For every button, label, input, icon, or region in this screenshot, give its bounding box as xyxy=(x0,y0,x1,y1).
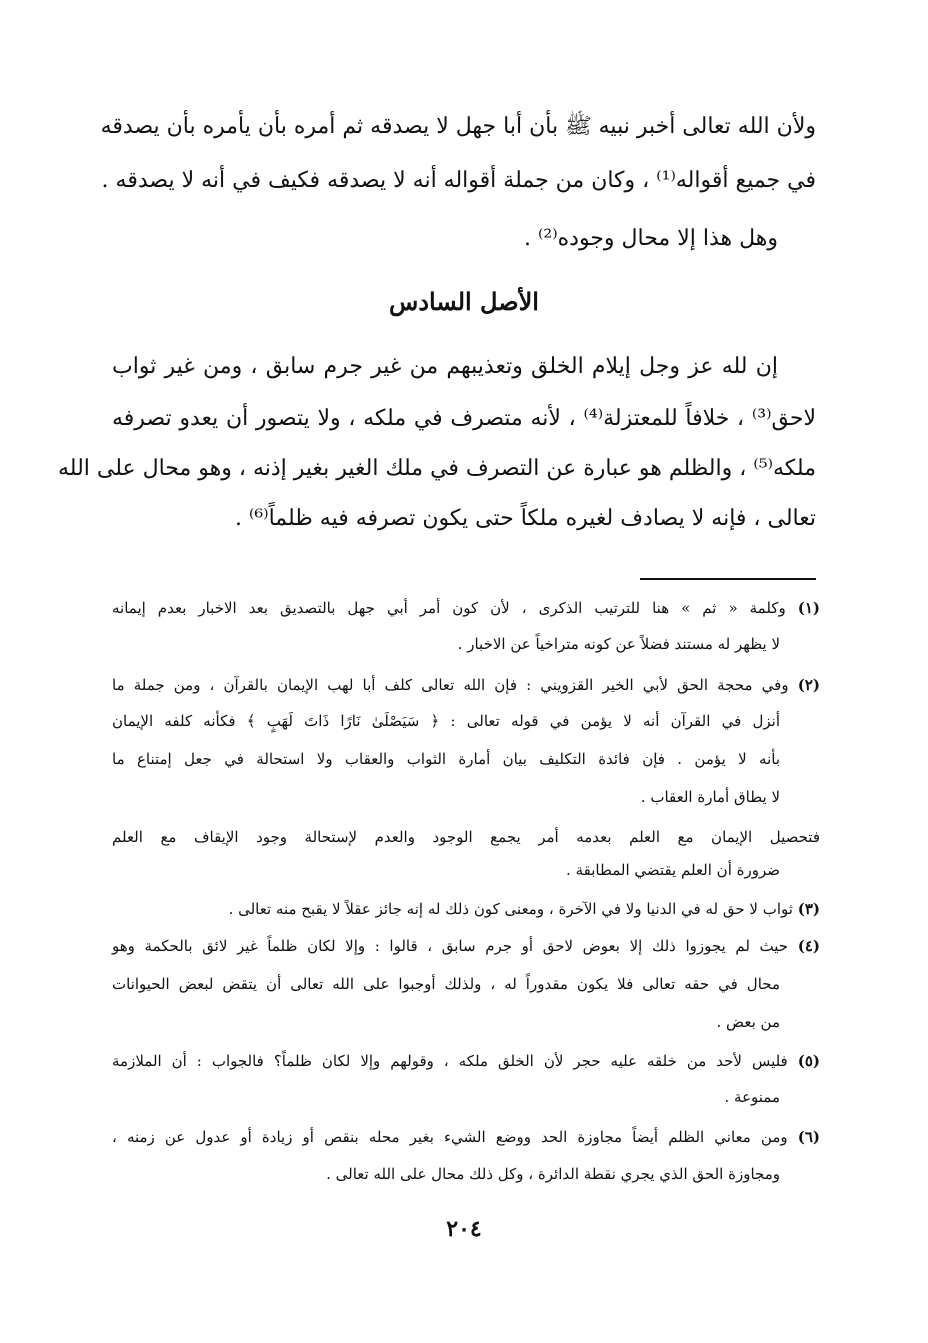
footnote-5-line: (٥) فليس لأحد من خلقه عليه حجر لأن الخلق ملكه ، وقولهم وإلا لكان ظلماً؟ فالجواب : أن الملازمة xyxy=(112,1052,820,1070)
footnote-2-line: بأنه لا يؤمن . فإن فائدة التكليف بيان أمارة الثواب والعقاب ولا استحالة في جعل إمتناع ما xyxy=(112,750,780,768)
footnote-4-line: محال في حقه تعالى فلا يكون مقدوراً له ، ولذلك أوجبوا على الله تعالى أن يتقض لبعض الحيوانات xyxy=(112,975,780,993)
footnote-number: (٣) xyxy=(797,900,820,918)
body-text-line: لاحق⁽³⁾ ، خلافاً للمعتزلة⁽⁴⁾ ، لأنه متصرف في ملكه ، ولا يتصور أن يعدو تصرفه xyxy=(112,406,816,431)
footnote-2-line: أنزل في القرآن أنه لا يؤمن في قوله تعالى : ﴿ سَيَصْلَىٰ نَارًا ذَاتَ لَهَبٍ ﴾ فكأنه كلفه الإيمان xyxy=(112,712,780,730)
body-text-line: في جميع أقواله⁽¹⁾ ، وكان من جملة أقواله أنه لا يصدقه فكيف في أنه لا يصدقه . xyxy=(101,168,816,193)
footnote-separator xyxy=(640,578,816,580)
footnote-5-line: ممنوعة . xyxy=(724,1088,780,1106)
body-text-line: إن لله عز وجل إيلام الخلق وتعذيبهم من غير جرم سابق ، ومن غير ثواب xyxy=(112,354,778,379)
body-text-line: ملكه⁽⁵⁾ ، والظلم هو عبارة عن التصرف في ملك الغير بغير إذنه ، وهو محال على الله xyxy=(57,456,816,481)
body-text-line: وهل هذا إلا محال وجوده⁽²⁾ . xyxy=(524,226,778,251)
footnote-2-line: لا يطاق أمارة العقاب . xyxy=(640,788,780,806)
footnote-1-line: (١) وكلمة « ثم » هنا للترتيب الذكرى ، لأن كون أمر أبي جهل بالتصديق بعد الاخبار بعدم إيمانه xyxy=(112,599,820,617)
footnote-4-line: (٤) حيث لم يجوزوا ذلك إلا بعوض لاحق أو جرم سابق ، قالوا : وإلا لكان ظلماً غير لائق بالحكمة وهو xyxy=(112,937,820,955)
page-number: ٢٠٤ xyxy=(446,1216,482,1242)
footnote-6-line: ومجاوزة الحق الذي يجري نقطة الدائرة ، وكل ذلك محال على الله تعالى . xyxy=(326,1165,780,1183)
footnote-2-line: فتحصيل الإيمان مع العلم بعدمه أمر يجمع الوجود والعدم لإستحالة وجود الإيقاف مع العلم xyxy=(112,828,820,846)
footnote-number: (٢) xyxy=(797,676,820,694)
section-heading: الأصل السادس xyxy=(389,287,539,316)
body-text-line: تعالى ، فإنه لا يصادف لغيره ملكاً حتى يكون تصرفه فيه ظلماً⁽⁶⁾ . xyxy=(234,506,816,531)
body-text-line: ولأن الله تعالى أخبر نبيه ﷺ بأن أبا جهل لا يصدقه ثم أمره بأن يأمره بأن يصدقه xyxy=(100,114,816,139)
footnote-2-line: ضرورة أن العلم يقتضي المطابقة . xyxy=(566,861,780,879)
footnote-6-line: (٦) ومن معاني الظلم أيضاً مجاوزة الحد ووضع الشيء بغير محله بنقص أو زيادة أو عدول عن زمنه ، xyxy=(112,1128,820,1146)
footnote-3-line: (٣) ثواب لا حق له في الدنيا ولا في الآخرة ، ومعنى كون ذلك له إنه جائز عقلاً لا يقبح منه تعالى . xyxy=(228,900,820,918)
footnote-number: (٥) xyxy=(797,1052,820,1070)
footnote-number: (٦) xyxy=(797,1128,820,1146)
footnote-4-line: من بعض . xyxy=(716,1013,780,1031)
footnote-2-line: (٢) وفي محجة الحق لأبي الخير القزويني : فإن الله تعالى كلف أبا لهب الإيمان بالقرآن ، ومن جملة ما xyxy=(112,676,820,694)
footnote-1-line: لا يظهر له مستند فضلاً عن كونه متراخياً عن الاخبار . xyxy=(457,635,780,653)
footnote-number: (١) xyxy=(797,599,820,617)
footnote-number: (٤) xyxy=(797,937,820,955)
